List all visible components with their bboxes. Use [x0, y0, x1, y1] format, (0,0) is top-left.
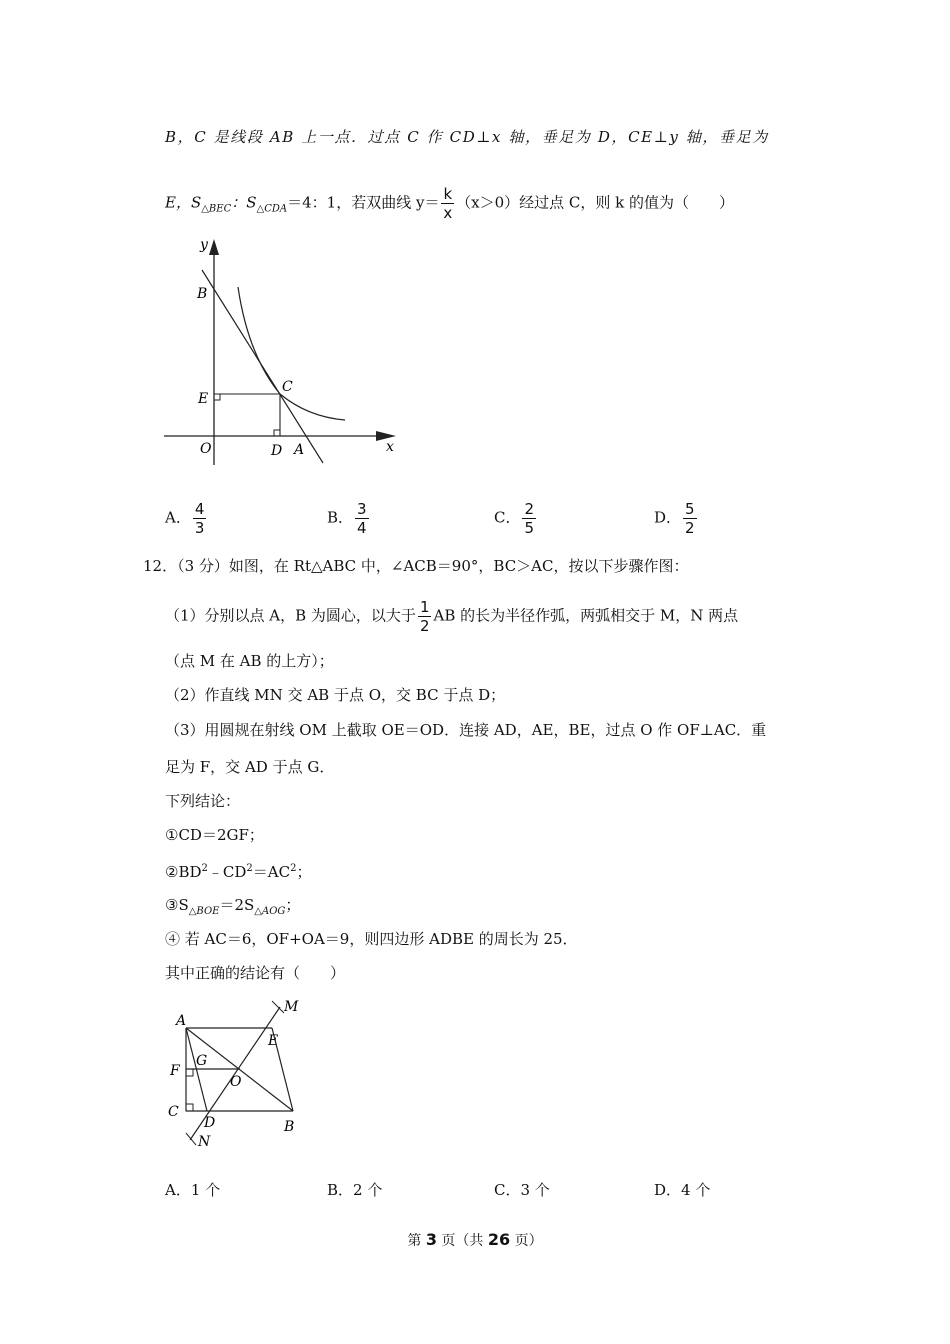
q12-c2-d: ；: [296, 863, 312, 881]
q12-step1: [165, 598, 738, 635]
right-angle-c: [186, 1104, 193, 1111]
arc-mark-m: [272, 1001, 284, 1013]
q11-option-b-den: 4: [357, 519, 367, 537]
q11-option-d-frac: [683, 500, 697, 537]
q11-figure: [160, 235, 400, 465]
q11-option-b-label: B．: [327, 508, 354, 527]
q11-option-c-frac: [522, 500, 536, 537]
q12-conclusion-2: [165, 859, 311, 882]
q12-c2-c: ＝AC: [252, 863, 291, 881]
q11-option-c-label: C．: [494, 508, 521, 527]
q11-fraction: [441, 185, 454, 222]
label-m: M: [284, 999, 299, 1015]
q12-step1-frac: [418, 598, 432, 635]
q11-frac-num: k: [443, 185, 453, 203]
label-d: D: [204, 1115, 216, 1131]
q12-c3-a: ③S: [165, 896, 189, 914]
arc-mark-n: [186, 1133, 196, 1145]
label-x: x: [386, 439, 394, 455]
q12-step1-b: AB 的长为半径作弧，两弧相交于 M，N 两点: [433, 606, 739, 625]
footer-pre: 第: [407, 1233, 426, 1249]
q12-option-d[interactable]: D．4 个: [654, 1181, 711, 1199]
right-angle-e: [214, 394, 220, 400]
q12-stem: 12．（3 分）如图，在 Rt△ABC 中，∠ACB＝90°，BC＞AC，按以下步骤作图：: [143, 557, 689, 575]
q12-step1-num: 1: [419, 598, 430, 616]
q11-sub-bec: △BEC: [201, 203, 232, 215]
q11-option-a[interactable]: [165, 500, 208, 537]
label-g: G: [196, 1053, 208, 1069]
footer-mid: 页（共: [436, 1233, 488, 1249]
q12-step3: （3）用圆规在射线 OM 上截取 OE＝OD．连接 AD，AE，BE，过点 O 作 OF⊥AC．重: [165, 721, 767, 739]
q11-option-a-den: 3: [194, 519, 205, 537]
label-o: O: [230, 1074, 242, 1090]
q12-intro: 下列结论：: [165, 792, 241, 810]
footer-total-pages: 26: [487, 1230, 511, 1249]
q11-line2-d: （x＞0）经过点 C，则 k 的值为（ ）: [456, 193, 735, 212]
label-a: A: [176, 1013, 187, 1029]
q11-line2-c: ＝4：1，若双曲线 y＝: [287, 193, 440, 212]
label-b: B: [284, 1119, 295, 1135]
q12-conclusion-1: ①CD＝2GF；: [165, 826, 264, 844]
label-e: E: [268, 1033, 279, 1049]
q11-line2-a: E，S: [165, 193, 202, 212]
q11-option-a-num: 4: [194, 500, 205, 518]
q11-line2-b: ：S: [231, 193, 257, 212]
q12-option-a[interactable]: A．1 个: [165, 1181, 221, 1199]
label-f: F: [170, 1063, 180, 1079]
q11-option-c-den: 5: [524, 519, 535, 537]
q12-conclusion-4: ④ 若 AC＝6，OF+OA＝9，则四边形 ADBE 的周长为 25．: [165, 930, 578, 948]
right-angle-d: [274, 430, 280, 436]
label-e: E: [198, 391, 209, 407]
q12-option-b[interactable]: B．2 个: [327, 1181, 383, 1199]
q12-c2-a: ②BD: [165, 863, 202, 881]
q11-option-d-den: 2: [685, 519, 695, 537]
right-angle-f: [186, 1069, 193, 1076]
q12-question: 其中正确的结论有（ ）: [165, 964, 346, 982]
q12-step1-a: （1）分别以点 A，B 为圆心，以大于: [165, 606, 416, 625]
q11-option-d-num: 5: [685, 500, 695, 518]
label-c: C: [168, 1104, 179, 1120]
footer-page-number: 3: [425, 1230, 437, 1249]
q12-figure: [160, 995, 310, 1150]
label-y: y: [200, 237, 208, 253]
q12-c3-c: ；: [285, 896, 301, 914]
q12-c3-b: ＝2S: [219, 896, 255, 914]
q12-c3-sub2: △AOG: [254, 906, 286, 917]
page-footer: [0, 1230, 950, 1250]
q12-step3-cont: 足为 F，交 AD 于点 G．: [165, 758, 335, 776]
y-axis-arrow: [209, 239, 219, 255]
q11-line2: [165, 185, 734, 222]
q12-c2-sup1: 2: [201, 863, 208, 874]
q11-sub-cda: △CDA: [256, 203, 288, 215]
label-b: B: [197, 286, 208, 302]
q11-option-b-frac: [355, 500, 369, 537]
q11-option-c-num: 2: [524, 500, 535, 518]
q11-option-d[interactable]: [654, 500, 699, 537]
footer-post: 页）: [510, 1233, 543, 1249]
q11-frac-den: x: [443, 204, 453, 222]
q12-step1-cont: （点 M 在 AB 的上方）；: [165, 652, 334, 670]
q12-c2-b: ﹣CD: [207, 863, 247, 881]
label-d: D: [271, 443, 283, 459]
q11-line1: B，C 是线段 AB 上一点．过点 C 作 CD⊥x 轴，垂足为 D，CE⊥y 轴，垂足为: [165, 128, 769, 146]
q12-conclusion-3: [165, 895, 300, 922]
q12-step2: （2）作直线 MN 交 AB 于点 O，交 BC 于点 D；: [165, 686, 506, 704]
q11-option-b[interactable]: [327, 500, 371, 537]
q11-option-a-label: A．: [165, 508, 191, 527]
q11-option-a-frac: [193, 500, 207, 537]
label-o: O: [200, 441, 212, 457]
q12-c2-sup3: 2: [290, 863, 297, 874]
q11-option-b-num: 3: [357, 500, 367, 518]
q12-step1-den: 2: [419, 617, 430, 635]
q12-c3-sub1: △BOE: [188, 906, 220, 917]
label-c: C: [282, 379, 293, 395]
q11-option-c[interactable]: [494, 500, 538, 537]
q12-option-c[interactable]: C．3 个: [494, 1181, 550, 1199]
label-a: A: [294, 442, 305, 458]
q11-option-d-label: D．: [654, 508, 682, 527]
q12-c2-sup2: 2: [246, 863, 253, 874]
label-n: N: [198, 1134, 211, 1150]
